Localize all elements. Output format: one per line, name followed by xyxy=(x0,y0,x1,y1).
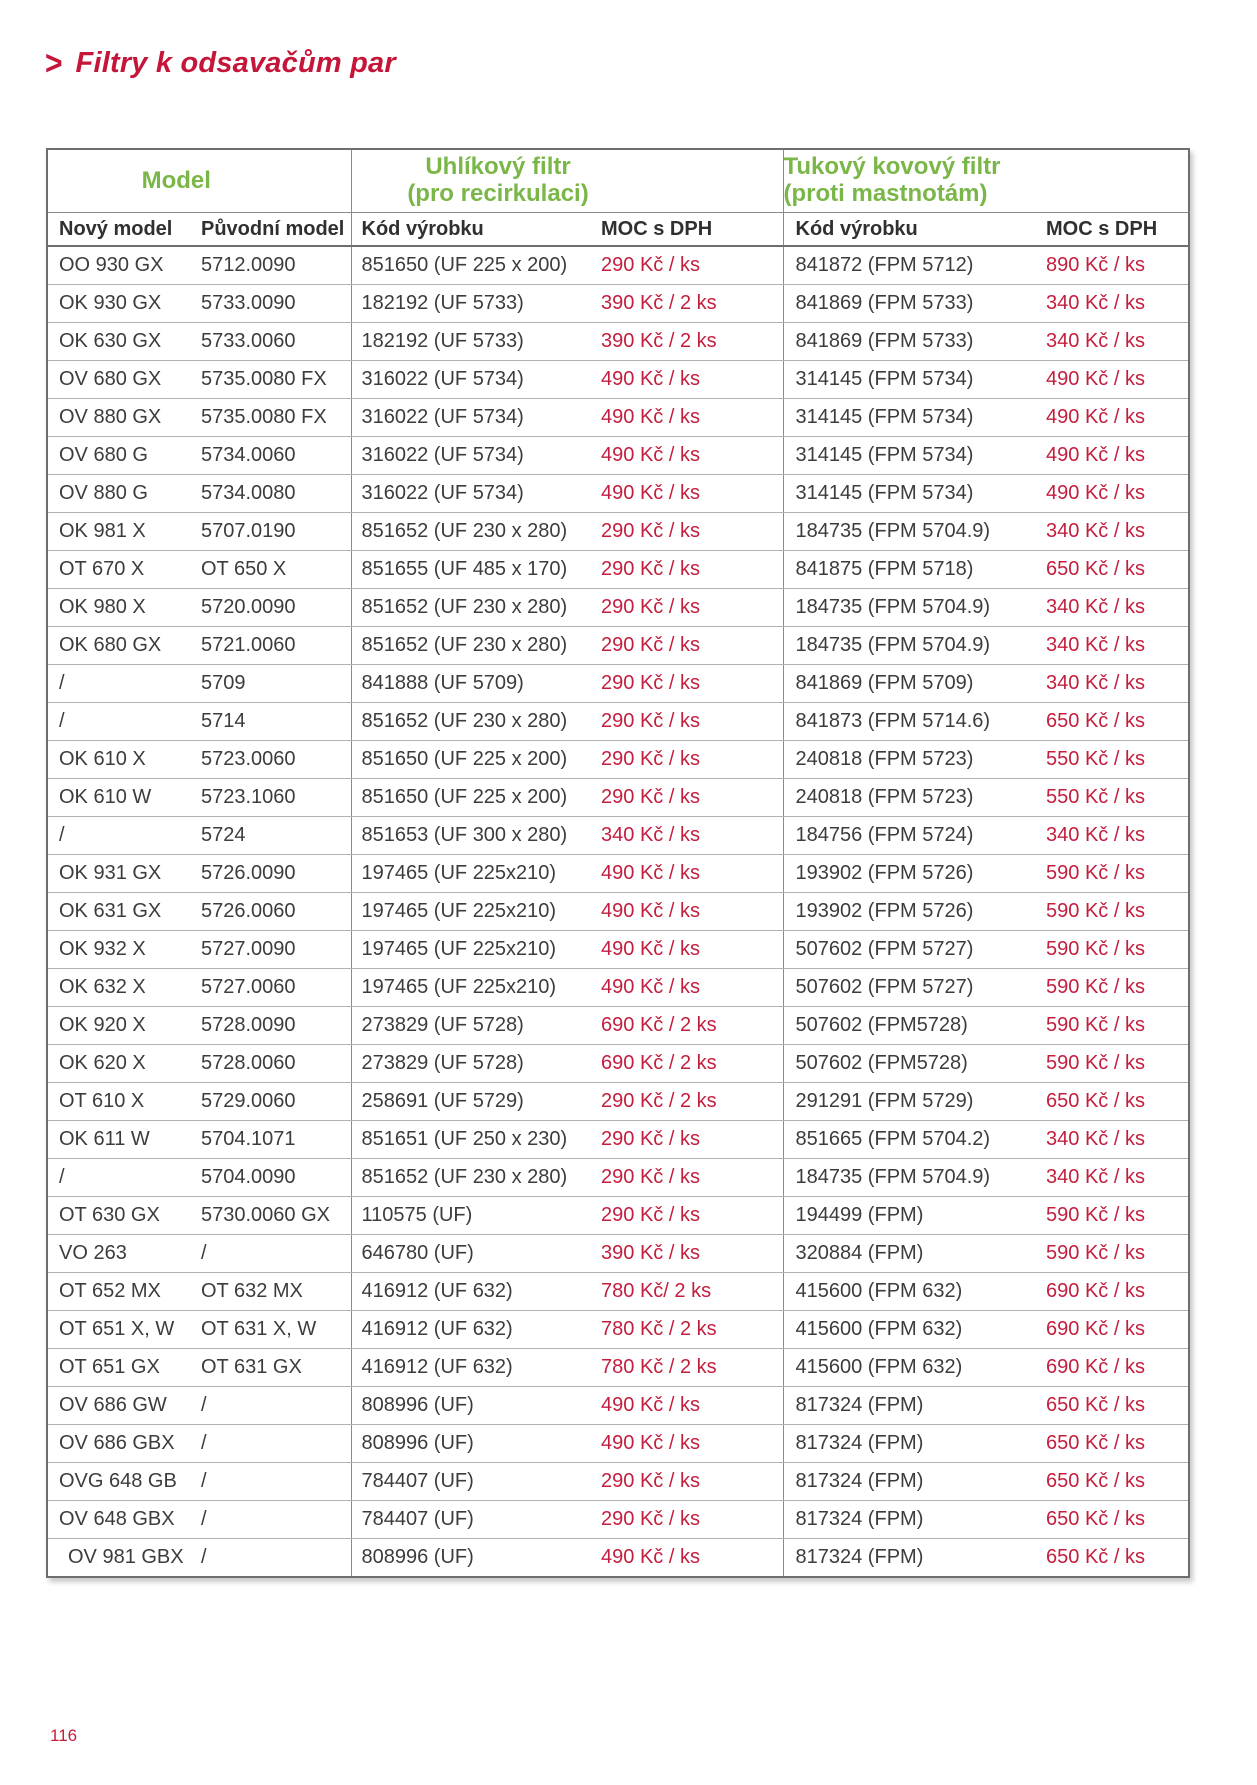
cell-novy-model: / xyxy=(47,665,201,703)
cell-fpm-kod-vyrobku: 841875 (FPM 5718) xyxy=(783,551,1046,589)
cell-puvodni-model: 5714 xyxy=(201,703,351,741)
table-row xyxy=(47,1311,1189,1349)
cell-novy-model: OK 610 X xyxy=(47,741,201,779)
cell-uf-kod-vyrobku: 851650 (UF 225 x 200) xyxy=(351,246,601,285)
cell-uf-kod-vyrobku: 416912 (UF 632) xyxy=(351,1311,601,1349)
cell-novy-model: OV 686 GW xyxy=(47,1387,201,1425)
cell-uf-kod-vyrobku: 646780 (UF) xyxy=(351,1235,601,1273)
cell-fpm-moc-s-dph: 340 Kč / ks xyxy=(1046,1121,1189,1159)
table-body xyxy=(47,246,1189,1577)
cell-puvodni-model: OT 632 MX xyxy=(201,1273,351,1311)
group-fpm-title: Tukový kovový filtr xyxy=(783,153,1001,181)
cell-novy-model: OK 611 W xyxy=(47,1121,201,1159)
table-row xyxy=(47,741,1189,779)
cell-uf-kod-vyrobku: 197465 (UF 225x210) xyxy=(351,893,601,931)
cell-fpm-kod-vyrobku: 291291 (FPM 5729) xyxy=(783,1083,1046,1121)
cell-fpm-kod-vyrobku: 841869 (FPM 5733) xyxy=(783,323,1046,361)
cell-fpm-moc-s-dph: 340 Kč / ks xyxy=(1046,323,1189,361)
cell-fpm-kod-vyrobku: 841873 (FPM 5714.6) xyxy=(783,703,1046,741)
cell-uf-kod-vyrobku: 316022 (UF 5734) xyxy=(351,399,601,437)
cell-uf-kod-vyrobku: 808996 (UF) xyxy=(351,1539,601,1578)
cell-novy-model: / xyxy=(47,1159,201,1197)
cell-uf-moc-s-dph: 290 Kč / ks xyxy=(601,779,783,817)
cell-novy-model: OT 651 GX xyxy=(47,1349,201,1387)
cell-fpm-kod-vyrobku: 507602 (FPM 5727) xyxy=(783,969,1046,1007)
cell-puvodni-model: 5723.1060 xyxy=(201,779,351,817)
table-row xyxy=(47,1463,1189,1501)
cell-uf-kod-vyrobku: 851653 (UF 300 x 280) xyxy=(351,817,601,855)
cell-fpm-kod-vyrobku: 314145 (FPM 5734) xyxy=(783,437,1046,475)
cell-uf-kod-vyrobku: 182192 (UF 5733) xyxy=(351,285,601,323)
cell-fpm-moc-s-dph: 650 Kč / ks xyxy=(1046,1463,1189,1501)
cell-uf-kod-vyrobku: 416912 (UF 632) xyxy=(351,1273,601,1311)
cell-puvodni-model: 5733.0060 xyxy=(201,323,351,361)
cell-uf-kod-vyrobku: 808996 (UF) xyxy=(351,1387,601,1425)
cell-fpm-kod-vyrobku: 314145 (FPM 5734) xyxy=(783,361,1046,399)
cell-puvodni-model: 5728.0090 xyxy=(201,1007,351,1045)
cell-fpm-moc-s-dph: 650 Kč / ks xyxy=(1046,1083,1189,1121)
chevron-right-icon: > xyxy=(45,43,63,82)
cell-fpm-kod-vyrobku: 184735 (FPM 5704.9) xyxy=(783,513,1046,551)
cell-novy-model: OV 686 GBX xyxy=(47,1425,201,1463)
cell-uf-moc-s-dph: 290 Kč / ks xyxy=(601,551,783,589)
cell-puvodni-model: 5707.0190 xyxy=(201,513,351,551)
cell-uf-moc-s-dph: 390 Kč / 2 ks xyxy=(601,323,783,361)
cell-uf-kod-vyrobku: 197465 (UF 225x210) xyxy=(351,855,601,893)
table-row xyxy=(47,1235,1189,1273)
cell-novy-model: OK 920 X xyxy=(47,1007,201,1045)
cell-fpm-kod-vyrobku: 184735 (FPM 5704.9) xyxy=(783,1159,1046,1197)
cell-novy-model: OT 651 X, W xyxy=(47,1311,201,1349)
cell-puvodni-model: 5735.0080 FX xyxy=(201,399,351,437)
cell-fpm-kod-vyrobku: 184735 (FPM 5704.9) xyxy=(783,589,1046,627)
cell-fpm-kod-vyrobku: 507602 (FPM5728) xyxy=(783,1045,1046,1083)
cell-fpm-moc-s-dph: 590 Kč / ks xyxy=(1046,1197,1189,1235)
cell-fpm-moc-s-dph: 550 Kč / ks xyxy=(1046,779,1189,817)
table-row xyxy=(47,627,1189,665)
table-row xyxy=(47,323,1189,361)
column-header-novy-model: Nový model xyxy=(47,213,201,247)
cell-novy-model: OK 620 X xyxy=(47,1045,201,1083)
cell-uf-kod-vyrobku: 851652 (UF 230 x 280) xyxy=(351,1159,601,1197)
cell-uf-moc-s-dph: 290 Kč / ks xyxy=(601,513,783,551)
cell-uf-kod-vyrobku: 851652 (UF 230 x 280) xyxy=(351,589,601,627)
cell-puvodni-model: OT 631 X, W xyxy=(201,1311,351,1349)
cell-puvodni-model: 5728.0060 xyxy=(201,1045,351,1083)
cell-uf-moc-s-dph: 780 Kč / 2 ks xyxy=(601,1311,783,1349)
cell-uf-moc-s-dph: 290 Kč / ks xyxy=(601,1501,783,1539)
cell-uf-kod-vyrobku: 851652 (UF 230 x 280) xyxy=(351,703,601,741)
cell-puvodni-model: 5724 xyxy=(201,817,351,855)
column-header-fpm-moc-s-dph: MOC s DPH xyxy=(1046,213,1189,247)
cell-fpm-moc-s-dph: 340 Kč / ks xyxy=(1046,665,1189,703)
table-row xyxy=(47,855,1189,893)
cell-fpm-kod-vyrobku: 240818 (FPM 5723) xyxy=(783,741,1046,779)
cell-fpm-kod-vyrobku: 841869 (FPM 5733) xyxy=(783,285,1046,323)
cell-puvodni-model: / xyxy=(201,1539,351,1578)
cell-novy-model: OK 632 X xyxy=(47,969,201,1007)
cell-fpm-moc-s-dph: 490 Kč / ks xyxy=(1046,437,1189,475)
table-row xyxy=(47,1425,1189,1463)
cell-uf-kod-vyrobku: 851652 (UF 230 x 280) xyxy=(351,513,601,551)
cell-fpm-moc-s-dph: 490 Kč / ks xyxy=(1046,475,1189,513)
cell-uf-kod-vyrobku: 258691 (UF 5729) xyxy=(351,1083,601,1121)
cell-puvodni-model: / xyxy=(201,1501,351,1539)
cell-uf-moc-s-dph: 490 Kč / ks xyxy=(601,475,783,513)
cell-novy-model: / xyxy=(47,817,201,855)
table-group-header-row xyxy=(47,149,1189,213)
cell-uf-moc-s-dph: 290 Kč / ks xyxy=(601,1159,783,1197)
table-row xyxy=(47,513,1189,551)
cell-fpm-moc-s-dph: 590 Kč / ks xyxy=(1046,1235,1189,1273)
table-row xyxy=(47,1273,1189,1311)
cell-fpm-kod-vyrobku: 507602 (FPM5728) xyxy=(783,1007,1046,1045)
cell-puvodni-model: 5730.0060 GX xyxy=(201,1197,351,1235)
cell-uf-moc-s-dph: 290 Kč / ks xyxy=(601,1197,783,1235)
cell-puvodni-model: OT 631 GX xyxy=(201,1349,351,1387)
page-number: 116 xyxy=(50,1726,78,1745)
cell-novy-model: OV 880 G xyxy=(47,475,201,513)
cell-puvodni-model: 5729.0060 xyxy=(201,1083,351,1121)
cell-uf-kod-vyrobku: 851650 (UF 225 x 200) xyxy=(351,779,601,817)
group-model-title: Model xyxy=(141,166,211,194)
column-header-puvodni-model: Původní model xyxy=(201,213,351,247)
cell-fpm-moc-s-dph: 340 Kč / ks xyxy=(1046,627,1189,665)
table-row xyxy=(47,246,1189,285)
cell-uf-moc-s-dph: 490 Kč / ks xyxy=(601,969,783,1007)
cell-novy-model: OT 670 X xyxy=(47,551,201,589)
cell-uf-kod-vyrobku: 316022 (UF 5734) xyxy=(351,475,601,513)
cell-novy-model: OK 631 GX xyxy=(47,893,201,931)
column-group-tukovy-kovovy-filtr xyxy=(783,149,1189,213)
cell-fpm-kod-vyrobku: 817324 (FPM) xyxy=(783,1425,1046,1463)
cell-fpm-kod-vyrobku: 193902 (FPM 5726) xyxy=(783,855,1046,893)
cell-fpm-kod-vyrobku: 415600 (FPM 632) xyxy=(783,1311,1046,1349)
cell-fpm-moc-s-dph: 550 Kč / ks xyxy=(1046,741,1189,779)
cell-fpm-kod-vyrobku: 415600 (FPM 632) xyxy=(783,1349,1046,1387)
cell-puvodni-model: 5709 xyxy=(201,665,351,703)
cell-puvodni-model: 5704.1071 xyxy=(201,1121,351,1159)
cell-fpm-kod-vyrobku: 184756 (FPM 5724) xyxy=(783,817,1046,855)
table-row xyxy=(47,817,1189,855)
cell-fpm-kod-vyrobku: 841872 (FPM 5712) xyxy=(783,246,1046,285)
cell-fpm-moc-s-dph: 340 Kč / ks xyxy=(1046,285,1189,323)
group-fpm-subtitle: (proti mastnotám) xyxy=(783,180,988,207)
cell-novy-model: OV 880 GX xyxy=(47,399,201,437)
cell-fpm-moc-s-dph: 340 Kč / ks xyxy=(1046,513,1189,551)
cell-novy-model: OV 648 GBX xyxy=(47,1501,201,1539)
cell-fpm-moc-s-dph: 650 Kč / ks xyxy=(1046,1501,1189,1539)
cell-puvodni-model: / xyxy=(201,1387,351,1425)
table-row xyxy=(47,969,1189,1007)
cell-fpm-kod-vyrobku: 841869 (FPM 5709) xyxy=(783,665,1046,703)
cell-uf-kod-vyrobku: 851650 (UF 225 x 200) xyxy=(351,741,601,779)
column-header-fpm-kod-vyrobku: Kód výrobku xyxy=(783,213,1046,247)
cell-puvodni-model: 5712.0090 xyxy=(201,246,351,285)
table-row xyxy=(47,1501,1189,1539)
table-row xyxy=(47,437,1189,475)
cell-puvodni-model: 5721.0060 xyxy=(201,627,351,665)
cell-puvodni-model: 5727.0060 xyxy=(201,969,351,1007)
cell-fpm-moc-s-dph: 590 Kč / ks xyxy=(1046,931,1189,969)
cell-uf-moc-s-dph: 490 Kč / ks xyxy=(601,399,783,437)
table-row xyxy=(47,1159,1189,1197)
filters-table xyxy=(46,148,1190,1578)
cell-uf-kod-vyrobku: 273829 (UF 5728) xyxy=(351,1007,601,1045)
table-row xyxy=(47,893,1189,931)
table-row xyxy=(47,1121,1189,1159)
cell-uf-moc-s-dph: 780 Kč / 2 ks xyxy=(601,1349,783,1387)
cell-puvodni-model: 5723.0060 xyxy=(201,741,351,779)
cell-puvodni-model: / xyxy=(201,1425,351,1463)
cell-puvodni-model: 5734.0060 xyxy=(201,437,351,475)
table-row xyxy=(47,1349,1189,1387)
table-row xyxy=(47,1083,1189,1121)
cell-puvodni-model: / xyxy=(201,1463,351,1501)
cell-fpm-kod-vyrobku: 507602 (FPM 5727) xyxy=(783,931,1046,969)
cell-uf-moc-s-dph: 490 Kč / ks xyxy=(601,855,783,893)
cell-fpm-moc-s-dph: 650 Kč / ks xyxy=(1046,1539,1189,1578)
table-row xyxy=(47,285,1189,323)
cell-uf-moc-s-dph: 490 Kč / ks xyxy=(601,893,783,931)
cell-fpm-moc-s-dph: 690 Kč / ks xyxy=(1046,1349,1189,1387)
cell-uf-moc-s-dph: 290 Kč / ks xyxy=(601,589,783,627)
cell-uf-moc-s-dph: 340 Kč / ks xyxy=(601,817,783,855)
cell-novy-model: VO 263 xyxy=(47,1235,201,1273)
cell-fpm-kod-vyrobku: 817324 (FPM) xyxy=(783,1387,1046,1425)
cell-novy-model: / xyxy=(47,703,201,741)
cell-fpm-kod-vyrobku: 184735 (FPM 5704.9) xyxy=(783,627,1046,665)
cell-fpm-moc-s-dph: 650 Kč / ks xyxy=(1046,551,1189,589)
cell-uf-kod-vyrobku: 316022 (UF 5734) xyxy=(351,437,601,475)
cell-novy-model: OK 931 GX xyxy=(47,855,201,893)
cell-fpm-kod-vyrobku: 314145 (FPM 5734) xyxy=(783,475,1046,513)
cell-novy-model: OK 610 W xyxy=(47,779,201,817)
cell-uf-moc-s-dph: 690 Kč / 2 ks xyxy=(601,1045,783,1083)
cell-uf-moc-s-dph: 490 Kč / ks xyxy=(601,931,783,969)
cell-uf-kod-vyrobku: 197465 (UF 225x210) xyxy=(351,969,601,1007)
cell-novy-model: OVG 648 GB xyxy=(47,1463,201,1501)
cell-novy-model: OV 680 G xyxy=(47,437,201,475)
cell-novy-model: OK 980 X xyxy=(47,589,201,627)
cell-novy-model: OK 930 GX xyxy=(47,285,201,323)
table-row xyxy=(47,1539,1189,1578)
cell-uf-moc-s-dph: 290 Kč / ks xyxy=(601,703,783,741)
cell-novy-model: OT 652 MX xyxy=(47,1273,201,1311)
cell-uf-kod-vyrobku: 182192 (UF 5733) xyxy=(351,323,601,361)
cell-fpm-moc-s-dph: 890 Kč / ks xyxy=(1046,246,1189,285)
table-row xyxy=(47,551,1189,589)
cell-uf-moc-s-dph: 490 Kč / ks xyxy=(601,1539,783,1578)
cell-fpm-moc-s-dph: 590 Kč / ks xyxy=(1046,1045,1189,1083)
cell-puvodni-model: 5735.0080 FX xyxy=(201,361,351,399)
column-header-uf-moc-s-dph: MOC s DPH xyxy=(601,213,783,247)
cell-fpm-kod-vyrobku: 320884 (FPM) xyxy=(783,1235,1046,1273)
group-uf-title: Uhlíkový filtr xyxy=(425,153,571,181)
cell-fpm-kod-vyrobku: 817324 (FPM) xyxy=(783,1463,1046,1501)
cell-fpm-moc-s-dph: 590 Kč / ks xyxy=(1046,969,1189,1007)
cell-novy-model: OV 680 GX xyxy=(47,361,201,399)
cell-novy-model: OO 930 GX xyxy=(47,246,201,285)
table-row xyxy=(47,1197,1189,1235)
cell-fpm-moc-s-dph: 690 Kč / ks xyxy=(1046,1273,1189,1311)
cell-uf-moc-s-dph: 290 Kč / 2 ks xyxy=(601,1083,783,1121)
cell-uf-kod-vyrobku: 416912 (UF 632) xyxy=(351,1349,601,1387)
cell-uf-kod-vyrobku: 110575 (UF) xyxy=(351,1197,601,1235)
cell-uf-moc-s-dph: 290 Kč / ks xyxy=(601,246,783,285)
cell-uf-moc-s-dph: 490 Kč / ks xyxy=(601,1425,783,1463)
table-row xyxy=(47,475,1189,513)
cell-fpm-moc-s-dph: 490 Kč / ks xyxy=(1046,399,1189,437)
cell-uf-kod-vyrobku: 841888 (UF 5709) xyxy=(351,665,601,703)
cell-uf-kod-vyrobku: 784407 (UF) xyxy=(351,1501,601,1539)
cell-novy-model: OK 932 X xyxy=(47,931,201,969)
column-header-uf-kod-vyrobku: Kód výrobku xyxy=(351,213,601,247)
cell-fpm-kod-vyrobku: 240818 (FPM 5723) xyxy=(783,779,1046,817)
cell-puvodni-model: / xyxy=(201,1235,351,1273)
cell-uf-kod-vyrobku: 851655 (UF 485 x 170) xyxy=(351,551,601,589)
cell-fpm-moc-s-dph: 650 Kč / ks xyxy=(1046,1387,1189,1425)
cell-uf-moc-s-dph: 290 Kč / ks xyxy=(601,741,783,779)
cell-puvodni-model: 5733.0090 xyxy=(201,285,351,323)
cell-fpm-moc-s-dph: 490 Kč / ks xyxy=(1046,361,1189,399)
cell-fpm-moc-s-dph: 690 Kč / ks xyxy=(1046,1311,1189,1349)
cell-uf-moc-s-dph: 390 Kč / ks xyxy=(601,1235,783,1273)
cell-fpm-kod-vyrobku: 817324 (FPM) xyxy=(783,1539,1046,1578)
table-row xyxy=(47,589,1189,627)
cell-novy-model: OK 680 GX xyxy=(47,627,201,665)
cell-uf-moc-s-dph: 690 Kč / 2 ks xyxy=(601,1007,783,1045)
cell-uf-kod-vyrobku: 851651 (UF 250 x 230) xyxy=(351,1121,601,1159)
cell-uf-kod-vyrobku: 851652 (UF 230 x 280) xyxy=(351,627,601,665)
cell-novy-model: OT 630 GX xyxy=(47,1197,201,1235)
cell-uf-moc-s-dph: 290 Kč / ks xyxy=(601,1121,783,1159)
cell-fpm-kod-vyrobku: 193902 (FPM 5726) xyxy=(783,893,1046,931)
cell-uf-moc-s-dph: 290 Kč / ks xyxy=(601,1463,783,1501)
page-title-text: Filtry k odsavačům par xyxy=(75,47,396,79)
table-row xyxy=(47,665,1189,703)
column-group-model xyxy=(47,149,351,213)
table-row xyxy=(47,1007,1189,1045)
cell-fpm-moc-s-dph: 590 Kč / ks xyxy=(1046,1007,1189,1045)
cell-novy-model: OK 981 X xyxy=(47,513,201,551)
column-group-uhlikovy-filtr xyxy=(351,149,783,213)
cell-fpm-moc-s-dph: 590 Kč / ks xyxy=(1046,855,1189,893)
cell-fpm-moc-s-dph: 340 Kč / ks xyxy=(1046,817,1189,855)
cell-novy-model: OK 630 GX xyxy=(47,323,201,361)
cell-fpm-moc-s-dph: 650 Kč / ks xyxy=(1046,703,1189,741)
cell-uf-moc-s-dph: 290 Kč / ks xyxy=(601,665,783,703)
cell-fpm-kod-vyrobku: 415600 (FPM 632) xyxy=(783,1273,1046,1311)
cell-uf-moc-s-dph: 490 Kč / ks xyxy=(601,361,783,399)
cell-uf-moc-s-dph: 390 Kč / 2 ks xyxy=(601,285,783,323)
cell-puvodni-model: 5704.0090 xyxy=(201,1159,351,1197)
table-row xyxy=(47,703,1189,741)
cell-uf-moc-s-dph: 490 Kč / ks xyxy=(601,1387,783,1425)
cell-fpm-kod-vyrobku: 194499 (FPM) xyxy=(783,1197,1046,1235)
cell-uf-kod-vyrobku: 273829 (UF 5728) xyxy=(351,1045,601,1083)
table-row xyxy=(47,779,1189,817)
cell-novy-model: OT 610 X xyxy=(47,1083,201,1121)
page-title xyxy=(45,43,396,82)
cell-novy-model: OV 981 GBX xyxy=(47,1539,201,1578)
cell-fpm-kod-vyrobku: 314145 (FPM 5734) xyxy=(783,399,1046,437)
cell-fpm-kod-vyrobku: 817324 (FPM) xyxy=(783,1501,1046,1539)
cell-uf-kod-vyrobku: 316022 (UF 5734) xyxy=(351,361,601,399)
table-row xyxy=(47,361,1189,399)
cell-uf-moc-s-dph: 490 Kč / ks xyxy=(601,437,783,475)
group-uf-subtitle: (pro recirkulaci) xyxy=(407,180,589,207)
cell-uf-kod-vyrobku: 784407 (UF) xyxy=(351,1463,601,1501)
table-row xyxy=(47,931,1189,969)
table-row xyxy=(47,1045,1189,1083)
cell-fpm-moc-s-dph: 590 Kč / ks xyxy=(1046,893,1189,931)
cell-fpm-moc-s-dph: 650 Kč / ks xyxy=(1046,1425,1189,1463)
cell-puvodni-model: 5727.0090 xyxy=(201,931,351,969)
cell-puvodni-model: 5726.0090 xyxy=(201,855,351,893)
cell-puvodni-model: 5720.0090 xyxy=(201,589,351,627)
cell-uf-kod-vyrobku: 197465 (UF 225x210) xyxy=(351,931,601,969)
cell-puvodni-model: 5734.0080 xyxy=(201,475,351,513)
cell-puvodni-model: 5726.0060 xyxy=(201,893,351,931)
table-row xyxy=(47,399,1189,437)
cell-fpm-kod-vyrobku: 851665 (FPM 5704.2) xyxy=(783,1121,1046,1159)
cell-fpm-moc-s-dph: 340 Kč / ks xyxy=(1046,589,1189,627)
cell-uf-moc-s-dph: 780 Kč/ 2 ks xyxy=(601,1273,783,1311)
table-subheader-row xyxy=(47,213,1189,247)
cell-uf-kod-vyrobku: 808996 (UF) xyxy=(351,1425,601,1463)
cell-uf-moc-s-dph: 290 Kč / ks xyxy=(601,627,783,665)
cell-puvodni-model: OT 650 X xyxy=(201,551,351,589)
cell-fpm-moc-s-dph: 340 Kč / ks xyxy=(1046,1159,1189,1197)
table-row xyxy=(47,1387,1189,1425)
